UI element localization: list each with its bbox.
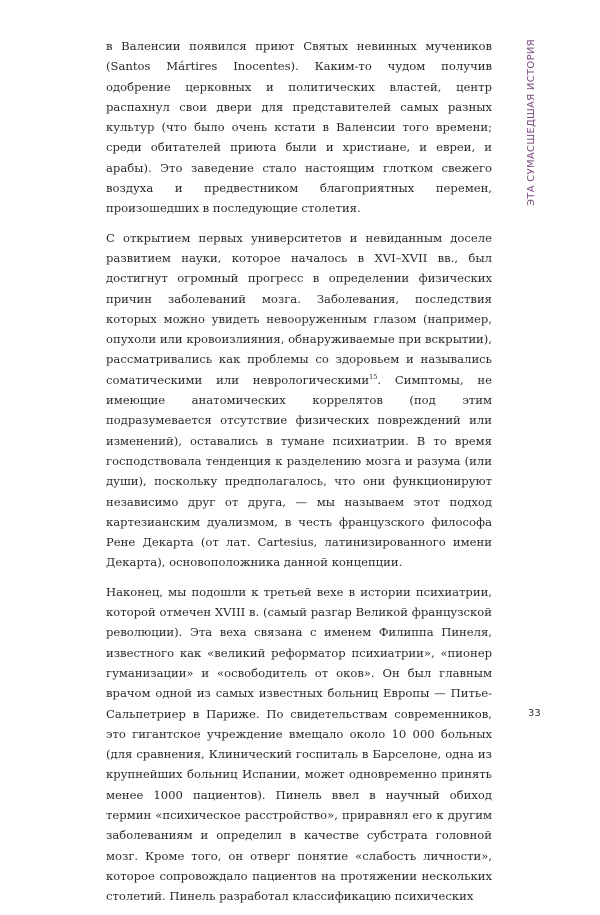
paragraph-2 (106, 228, 492, 573)
footnote-ref[interactable]: 15 (369, 372, 378, 381)
body-text (106, 36, 492, 915)
page-number: 33 (528, 708, 541, 719)
paragraph-2-part-1: С открытием первых университетов и невиданным доселе развитием науки, которое началось в XVI–XVII вв., был достигнут огромный прогресс в определении физических причин заболеваний мозга. Заболевания, последствия которых можно увидеть невооруженным глазом (например, опухоли или кровоизлияния, обнаруживаемые при вскрытии), рассматривались как проблемы со здоровьем и назывались соматическими или неврологическими (106, 230, 492, 387)
paragraph-1: в Валенсии появился приют Святых невинных мучеников (Santos Mártires Inocentes). Каким-то чудом получив одобрение церковных и политических властей, центр распахнул свои двери для представителей самых разных культур (что было очень кстати в Валенсии того времени; среди обитателей приюта были и христиане, и евреи, и арабы). Это заведение стало настоящим глотком свежего воздуха и предвестником благоприятных перемен, произошедших в последующие столетия. (106, 39, 492, 216)
paragraph-2-part-2: . Симптомы, не имеющие анатомических коррелятов (под этим подразумевается отсутствие физических повреждений или изменений), оставались в тумане психиатрии. В то время господствовала тенденция к разделению мозга и разума (или души), поскольку предполагалось, что они функционируют независимо друг от друга, — мы называем этот подход картезианским дуализмом, в честь французского философа Рене Декарта (от лат. Cartesius, латинизированного имени Декарта), основоположника данной концепции. (106, 372, 492, 570)
paragraph-3: Наконец, мы подошли к третьей вехе в истории психиатрии, которой отмечен XVIII в. (самый разгар Великой французской революции). Эта веха связана с именем Филиппа Пинеля, известного как «великий реформатор психиатрии», «пионер гуманизации» и «освободитель от оков». Он был главным врачом одной из самых известных больниц Европы — Питье-Сальпетриер в Париже. По свидетельствам современников, это гигантское учреждение вмещало около 10 000 больных (для сравнения, Клинический госпиталь в Барселоне, одна из крупнейших больниц Испании, может одновременно принять менее 1000 пациентов). Пинель ввел в научный обиход термин «психическое расстройство», приравнял его к другим заболеваниям и определил в качестве субстрата головной мозг. Кроме того, он отверг понятие «слабость личности», которое сопровождало пациентов на протяжении нескольких столетий. Пинель разработал классификацию психических (106, 584, 492, 904)
running-head: ЭТА СУМАСШЕДШАЯ ИСТОРИЯ (526, 39, 537, 206)
